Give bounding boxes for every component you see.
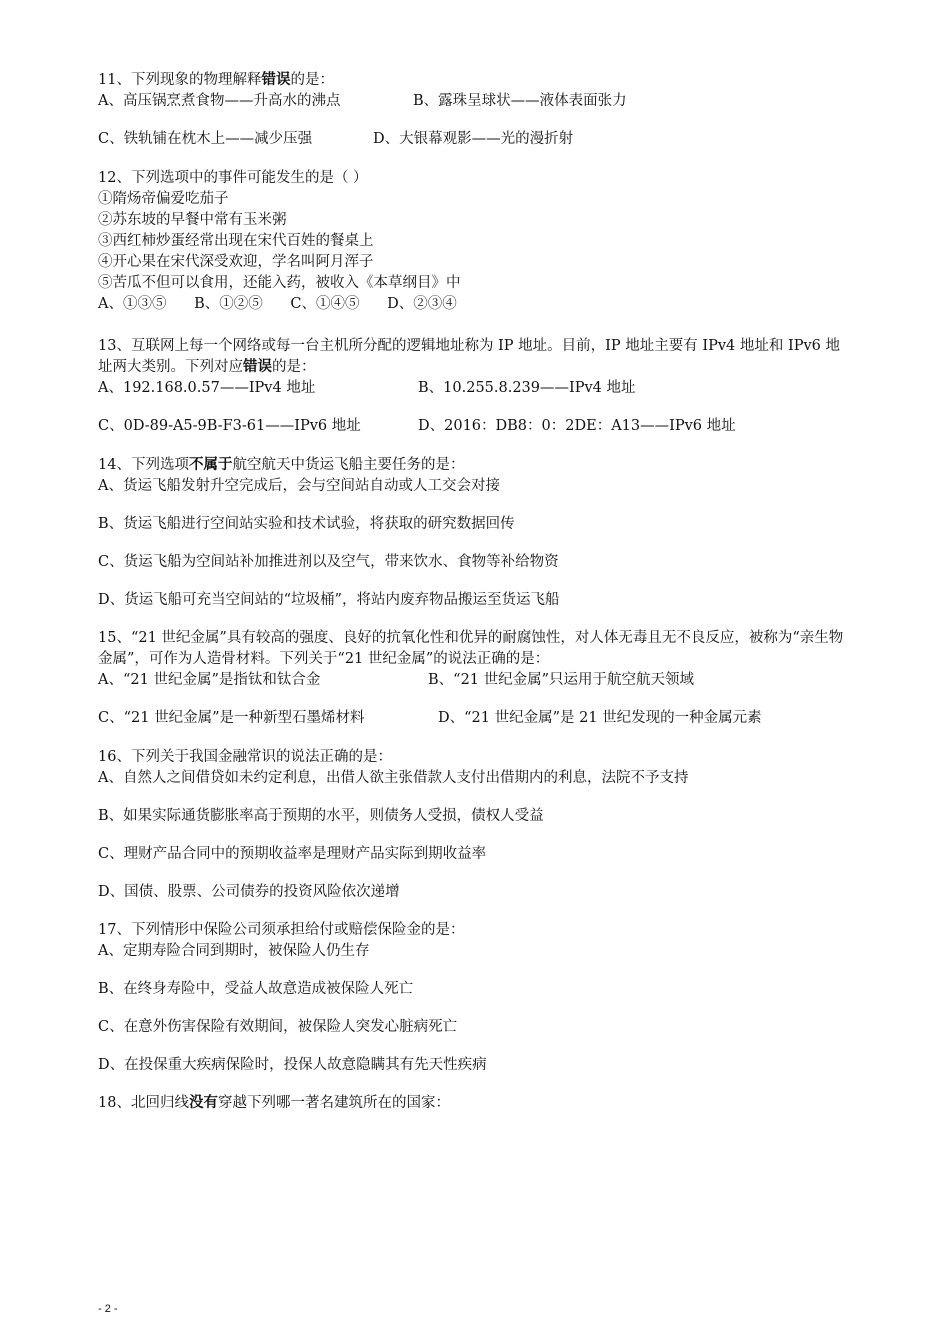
- option-b: B、货运飞船进行空间站实验和技术试验，将获取的研究数据回传: [98, 516, 515, 532]
- option-a: A、定期寿险合同到期时，被保险人仍生存: [98, 943, 370, 959]
- option-b: B、露珠呈球状——液体表面张力: [413, 93, 627, 109]
- question-18-stem: [98, 1093, 854, 1114]
- question-12-options: A、①③⑤ B、①②⑤ C、①④⑤ D、②③④: [98, 296, 457, 312]
- option-c: C、铁轨铺在枕木上——减少压强: [98, 131, 313, 147]
- question-15-options-ab: [98, 670, 854, 691]
- option-d: D、2016：DB8：0：2DE：A13——IPv6 地址: [418, 418, 736, 434]
- stem-text: 14、下列选项: [98, 457, 189, 473]
- option-b: B、如果实际通货膨胀率高于预期的水平，则债务人受损，债权人受益: [98, 808, 544, 824]
- option-a: A、货运飞船发射升空完成后，会与空间站自动或人工交会对接: [98, 478, 500, 494]
- question-13-options-cd: [98, 416, 854, 437]
- option-b: B、“21 世纪金属”只运用于航空航天领域: [428, 672, 695, 688]
- option-d: D、大银幕观影——光的漫折射: [373, 131, 574, 147]
- stem-emphasis: 错误: [243, 359, 272, 375]
- question-12: [98, 168, 854, 315]
- stem-text: 航空航天中货运飞船主要任务的是：: [232, 457, 465, 473]
- statement-item: ④开心果在宋代深受欢迎，学名叫阿月浑子: [98, 254, 374, 270]
- question-11: [98, 70, 854, 150]
- option-c: C、理财产品合同中的预期收益率是理财产品实际到期收益率: [98, 846, 487, 862]
- option-a: A、“21 世纪金属”是指钛和钛合金: [98, 672, 321, 688]
- question-11-stem: [98, 70, 854, 91]
- question-11-options-ab: [98, 91, 854, 112]
- option-b: B、10.255.8.239——IPv4 地址: [418, 380, 636, 396]
- question-13-stem: [98, 336, 854, 378]
- stem-text: 的是：: [272, 359, 316, 375]
- statement-item: ⑤苦瓜不但可以食用，还能入药，被收入《本草纲目》中: [98, 275, 461, 291]
- stem-text: 18、北回归线: [98, 1095, 189, 1111]
- question-18: [98, 1093, 854, 1114]
- question-14: [98, 455, 854, 611]
- option-d: D、货运飞船可充当空间站的“垃圾桶”，将站内废弃物品搬运至货运飞船: [98, 592, 560, 608]
- option-d: D、在投保重大疾病保险时，投保人故意隐瞒其有先天性疾病: [98, 1057, 487, 1073]
- question-11-options-cd: [98, 129, 854, 150]
- stem-text: 的是：: [290, 72, 334, 88]
- question-13-options-ab: [98, 378, 854, 399]
- stem-text: 11、下列现象的物理解释: [98, 72, 262, 88]
- option-d: D、“21 世纪金属”是 21 世纪发现的一种金属元素: [438, 710, 762, 726]
- option-c: C、在意外伤害保险有效期间，被保险人突发心脏病死亡: [98, 1019, 458, 1035]
- option-d: D、国债、股票、公司债券的投资风险依次递增: [98, 884, 400, 900]
- statement-item: ③西红柿炒蛋经常出现在宋代百姓的餐桌上: [98, 233, 374, 249]
- option-a: A、192.168.0.57——IPv4 地址: [98, 380, 316, 396]
- page-number: - 2 -: [98, 1303, 118, 1315]
- question-17-stem: 17、下列情形中保险公司须承担给付或赔偿保险金的是：: [98, 922, 465, 938]
- stem-emphasis: 不属于: [188, 457, 233, 473]
- statement-item: ②苏东坡的早餐中常有玉米粥: [98, 212, 287, 228]
- statement-item: ①隋炀帝偏爱吃茄子: [98, 191, 229, 207]
- stem-text: 穿越下列哪一著名建筑所在的国家：: [217, 1095, 450, 1111]
- option-c: C、“21 世纪金属”是一种新型石墨烯材料: [98, 710, 365, 726]
- question-16-stem: 16、下列关于我国金融常识的说法正确的是：: [98, 749, 392, 765]
- question-15: [98, 628, 854, 729]
- option-a: A、高压锅烹煮食物——升高水的沸点: [98, 93, 341, 109]
- question-16: [98, 747, 854, 903]
- question-14-stem: [98, 455, 854, 476]
- question-15-options-cd: [98, 708, 854, 729]
- option-c: C、货运飞船为空间站补加推进剂以及空气，带来饮水、食物等补给物资: [98, 554, 559, 570]
- question-12-stem: 12、下列选项中的事件可能发生的是（ ）: [98, 170, 368, 186]
- stem-emphasis: 没有: [188, 1095, 218, 1111]
- stem-text: 13、互联网上每一个网络或每一台主机所分配的逻辑地址称为 IP 地址。目前，IP 地址主要有 IPv4 地址和 IPv6 地址两大类别。下列对应: [98, 338, 840, 375]
- option-c: C、0D-89-A5-9B-F3-61——IPv6 地址: [98, 418, 361, 434]
- question-13: [98, 336, 854, 437]
- question-15-stem: 15、“21 世纪金属”具有较高的强度、良好的抗氧化性和优异的耐腐蚀性，对人体无毒且无不良反应，被称为“亲生物金属”，可作为人造骨材料。下列关于“21 世纪金属”的说法正确的是：: [98, 630, 844, 667]
- option-b: B、在终身寿险中，受益人故意造成被保险人死亡: [98, 981, 414, 997]
- option-a: A、自然人之间借贷如未约定利息，出借人欲主张借款人支付出借期内的利息，法院不予支持: [98, 770, 689, 786]
- stem-emphasis: 错误: [261, 72, 291, 88]
- question-17: [98, 920, 854, 1076]
